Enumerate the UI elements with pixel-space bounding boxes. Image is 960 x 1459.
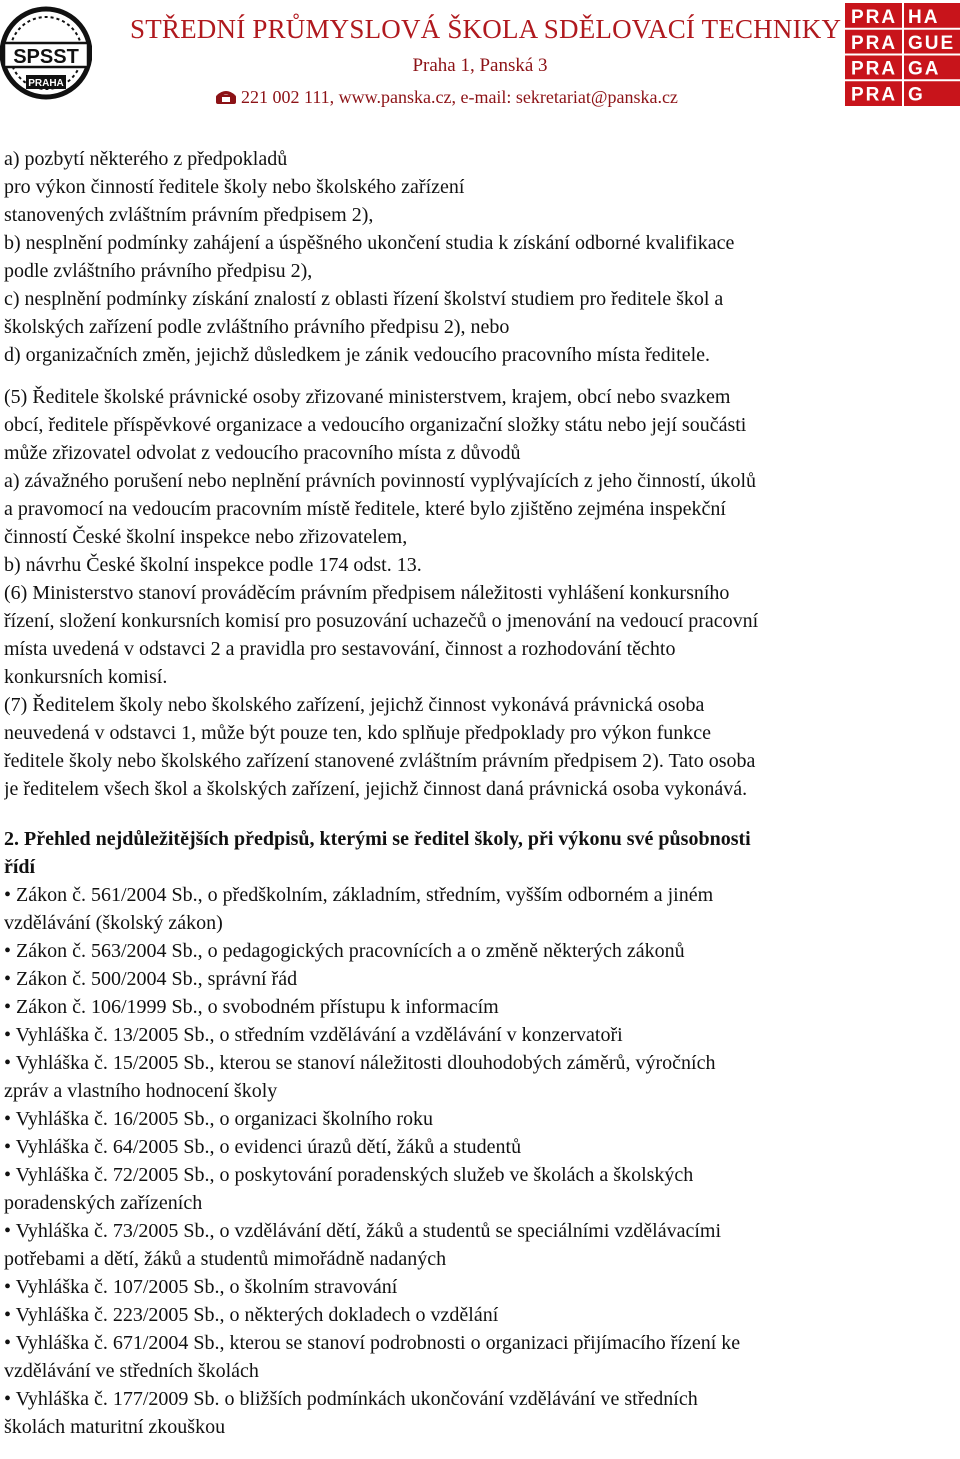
- list-item: • Vyhláška č. 16/2005 Sb., o organizaci školního roku: [4, 1108, 433, 1130]
- school-name: STŘEDNÍ PRŮMYSLOVÁ ŠKOLA SDĚLOVACÍ TECHNIKY: [130, 14, 842, 44]
- school-address: Praha 1, Panská 3: [412, 55, 548, 76]
- list-item: • Vyhláška č. 72/2005 Sb., o poskytování poradenských služeb ve školách a školských: [4, 1164, 694, 1186]
- phone-icon: [215, 89, 237, 110]
- list-item: • Vyhláška č. 671/2004 Sb., kterou se stanoví podrobnosti o organizaci přijímacího řízení ke: [4, 1332, 741, 1354]
- list-item: • Vyhláška č. 73/2005 Sb., o vzdělávání dětí, žáků a studentů se speciálními vzdělávacími: [4, 1220, 722, 1242]
- list-item: zpráv a vlastního hodnocení školy: [4, 1080, 278, 1102]
- text-line: b) návrhu České školní inspekce podle 174 odst. 13.: [4, 554, 422, 576]
- text-line: řízení, složení konkursních komisí pro posuzování uchazečů o jmenování na vedoucí pracovní: [4, 610, 759, 632]
- school-contact: [215, 87, 678, 110]
- praha-logo-cell: PRA: [851, 32, 898, 54]
- text-line: může zřizovatel odvolat z vedoucího pracovního místa z důvodů: [4, 442, 521, 464]
- list-item: • Zákon č. 563/2004 Sb., o pedagogických pracovnících a o změně některých zákonů: [4, 940, 685, 962]
- text-line: konkursních komisí.: [4, 666, 168, 688]
- list-item: • Zákon č. 106/1999 Sb., o svobodném přístupu k informacím: [4, 996, 499, 1018]
- praha-logo: [845, 3, 960, 106]
- document-body: [4, 145, 954, 1441]
- text-line: místa uvedená v odstavci 2 a pravidla pro sestavování, činnost a rozhodování těchto: [4, 638, 676, 660]
- list-item: potřebami a dětí, žáků a studentů mimořádně nadaných: [4, 1248, 447, 1270]
- list-item: poradenských zařízeních: [4, 1192, 203, 1214]
- svg-text:PRAHA: PRAHA: [28, 78, 64, 89]
- list-item: • Vyhláška č. 177/2009 Sb. o bližších podmínkách ukončování vzdělávání ve středních: [4, 1388, 698, 1410]
- praha-logo-cell: PRA: [851, 84, 898, 106]
- text-line: školských zařízení podle zvláštního právního předpisu 2), nebo: [4, 316, 510, 338]
- text-line: a) závažného porušení nebo neplnění právních povinností vyplývajících z jeho činností, úkolů: [4, 470, 757, 492]
- list-item: • Vyhláška č. 223/2005 Sb., o některých dokladech o vzdělání: [4, 1304, 499, 1326]
- paragraph-4-list: [4, 145, 954, 369]
- text-line: podle zvláštního právního předpisu 2),: [4, 260, 313, 282]
- text-line: ředitele školy nebo školského zařízení stanovené zvláštním právním předpisem 2). Tato osoba: [4, 750, 756, 772]
- regulations-list: [4, 881, 954, 1441]
- text-line: a) pozbytí některého z předpokladů: [4, 148, 288, 170]
- paragraphs-5-7: [4, 383, 954, 803]
- praha-logo-cell: GA: [908, 58, 941, 80]
- school-logo: [0, 3, 92, 103]
- text-line: (6) Ministerstvo stanoví prováděcím právním předpisem náležitosti vyhlášení konkursního: [4, 582, 730, 604]
- text-line: pro výkon činností ředitele školy nebo školského zařízení: [4, 176, 465, 198]
- text-line: stanovených zvláštním právním předpisem 2),: [4, 204, 374, 226]
- text-line: (7) Ředitelem školy nebo školského zařízení, jejichž činnost vykonává právnická osoba: [4, 694, 705, 716]
- list-item: • Vyhláška č. 107/2005 Sb., o školním stravování: [4, 1276, 398, 1298]
- text-line: obcí, ředitele příspěvkové organizace a vedoucího organizační složky státu nebo její součásti: [4, 414, 747, 436]
- list-item: vzdělávání (školský zákon): [4, 912, 223, 934]
- text-line: d) organizačních změn, jejichž důsledkem je zánik vedoucího pracovního místa ředitele.: [4, 344, 711, 366]
- text-line: a pravomocí na vedoucím pracovním místě ředitele, které bylo zjištěno zejména inspekční: [4, 498, 726, 520]
- contact-text: 221 002 111, www.panska.cz, e-mail: sekretariat@panska.cz: [241, 87, 678, 107]
- praha-logo-cell: GUE: [908, 32, 956, 54]
- list-item: • Zákon č. 561/2004 Sb., o předškolním, základním, středním, vyšším odborném a jiném: [4, 884, 714, 906]
- list-item: • Vyhláška č. 13/2005 Sb., o středním vzdělávání a vzdělávání v konzervatoři: [4, 1024, 623, 1046]
- text-line: neuvedená v odstavci 1, může být pouze ten, kdo splňuje předpoklady pro výkon funkce: [4, 722, 712, 744]
- text-line: (5) Ředitele školské právnické osoby zřizované ministerstvem, krajem, obcí nebo svazkem: [4, 386, 731, 408]
- praha-logo-cell: PRA: [851, 7, 898, 28]
- page-header: [0, 0, 960, 112]
- list-item: • Vyhláška č. 15/2005 Sb., kterou se stanoví náležitosti dlouhodobých záměrů, výročních: [4, 1052, 716, 1074]
- svg-text:SPSST: SPSST: [13, 46, 79, 68]
- list-item: školách maturitní zkouškou: [4, 1416, 226, 1438]
- praha-logo-cell: HA: [908, 7, 940, 28]
- praha-logo-cell: G: [908, 84, 925, 106]
- section-heading: 2. Přehled nejdůležitějších předpisů, kterými se ředitel školy, při výkonu své působnosti: [4, 828, 751, 850]
- list-item: • Zákon č. 500/2004 Sb., správní řád: [4, 968, 298, 990]
- text-line: je ředitelem všech škol a školských zařízení, jejichž činnost daná právnická osoba vykonává.: [4, 778, 748, 800]
- list-item: vzdělávání ve středních školách: [4, 1360, 259, 1382]
- text-line: činností České školní inspekce nebo zřizovatelem,: [4, 526, 408, 548]
- text-line: b) nesplnění podmínky zahájení a úspěšného ukončení studia k získání odborné kvalifikace: [4, 232, 735, 254]
- section-heading-cont: řídí: [4, 856, 36, 878]
- praha-logo-cell: PRA: [851, 58, 898, 80]
- text-line: c) nesplnění podmínky získání znalostí z oblasti řízení školství studiem pro ředitele škol a: [4, 288, 724, 310]
- list-item: • Vyhláška č. 64/2005 Sb., o evidenci úrazů dětí, žáků a studentů: [4, 1136, 522, 1158]
